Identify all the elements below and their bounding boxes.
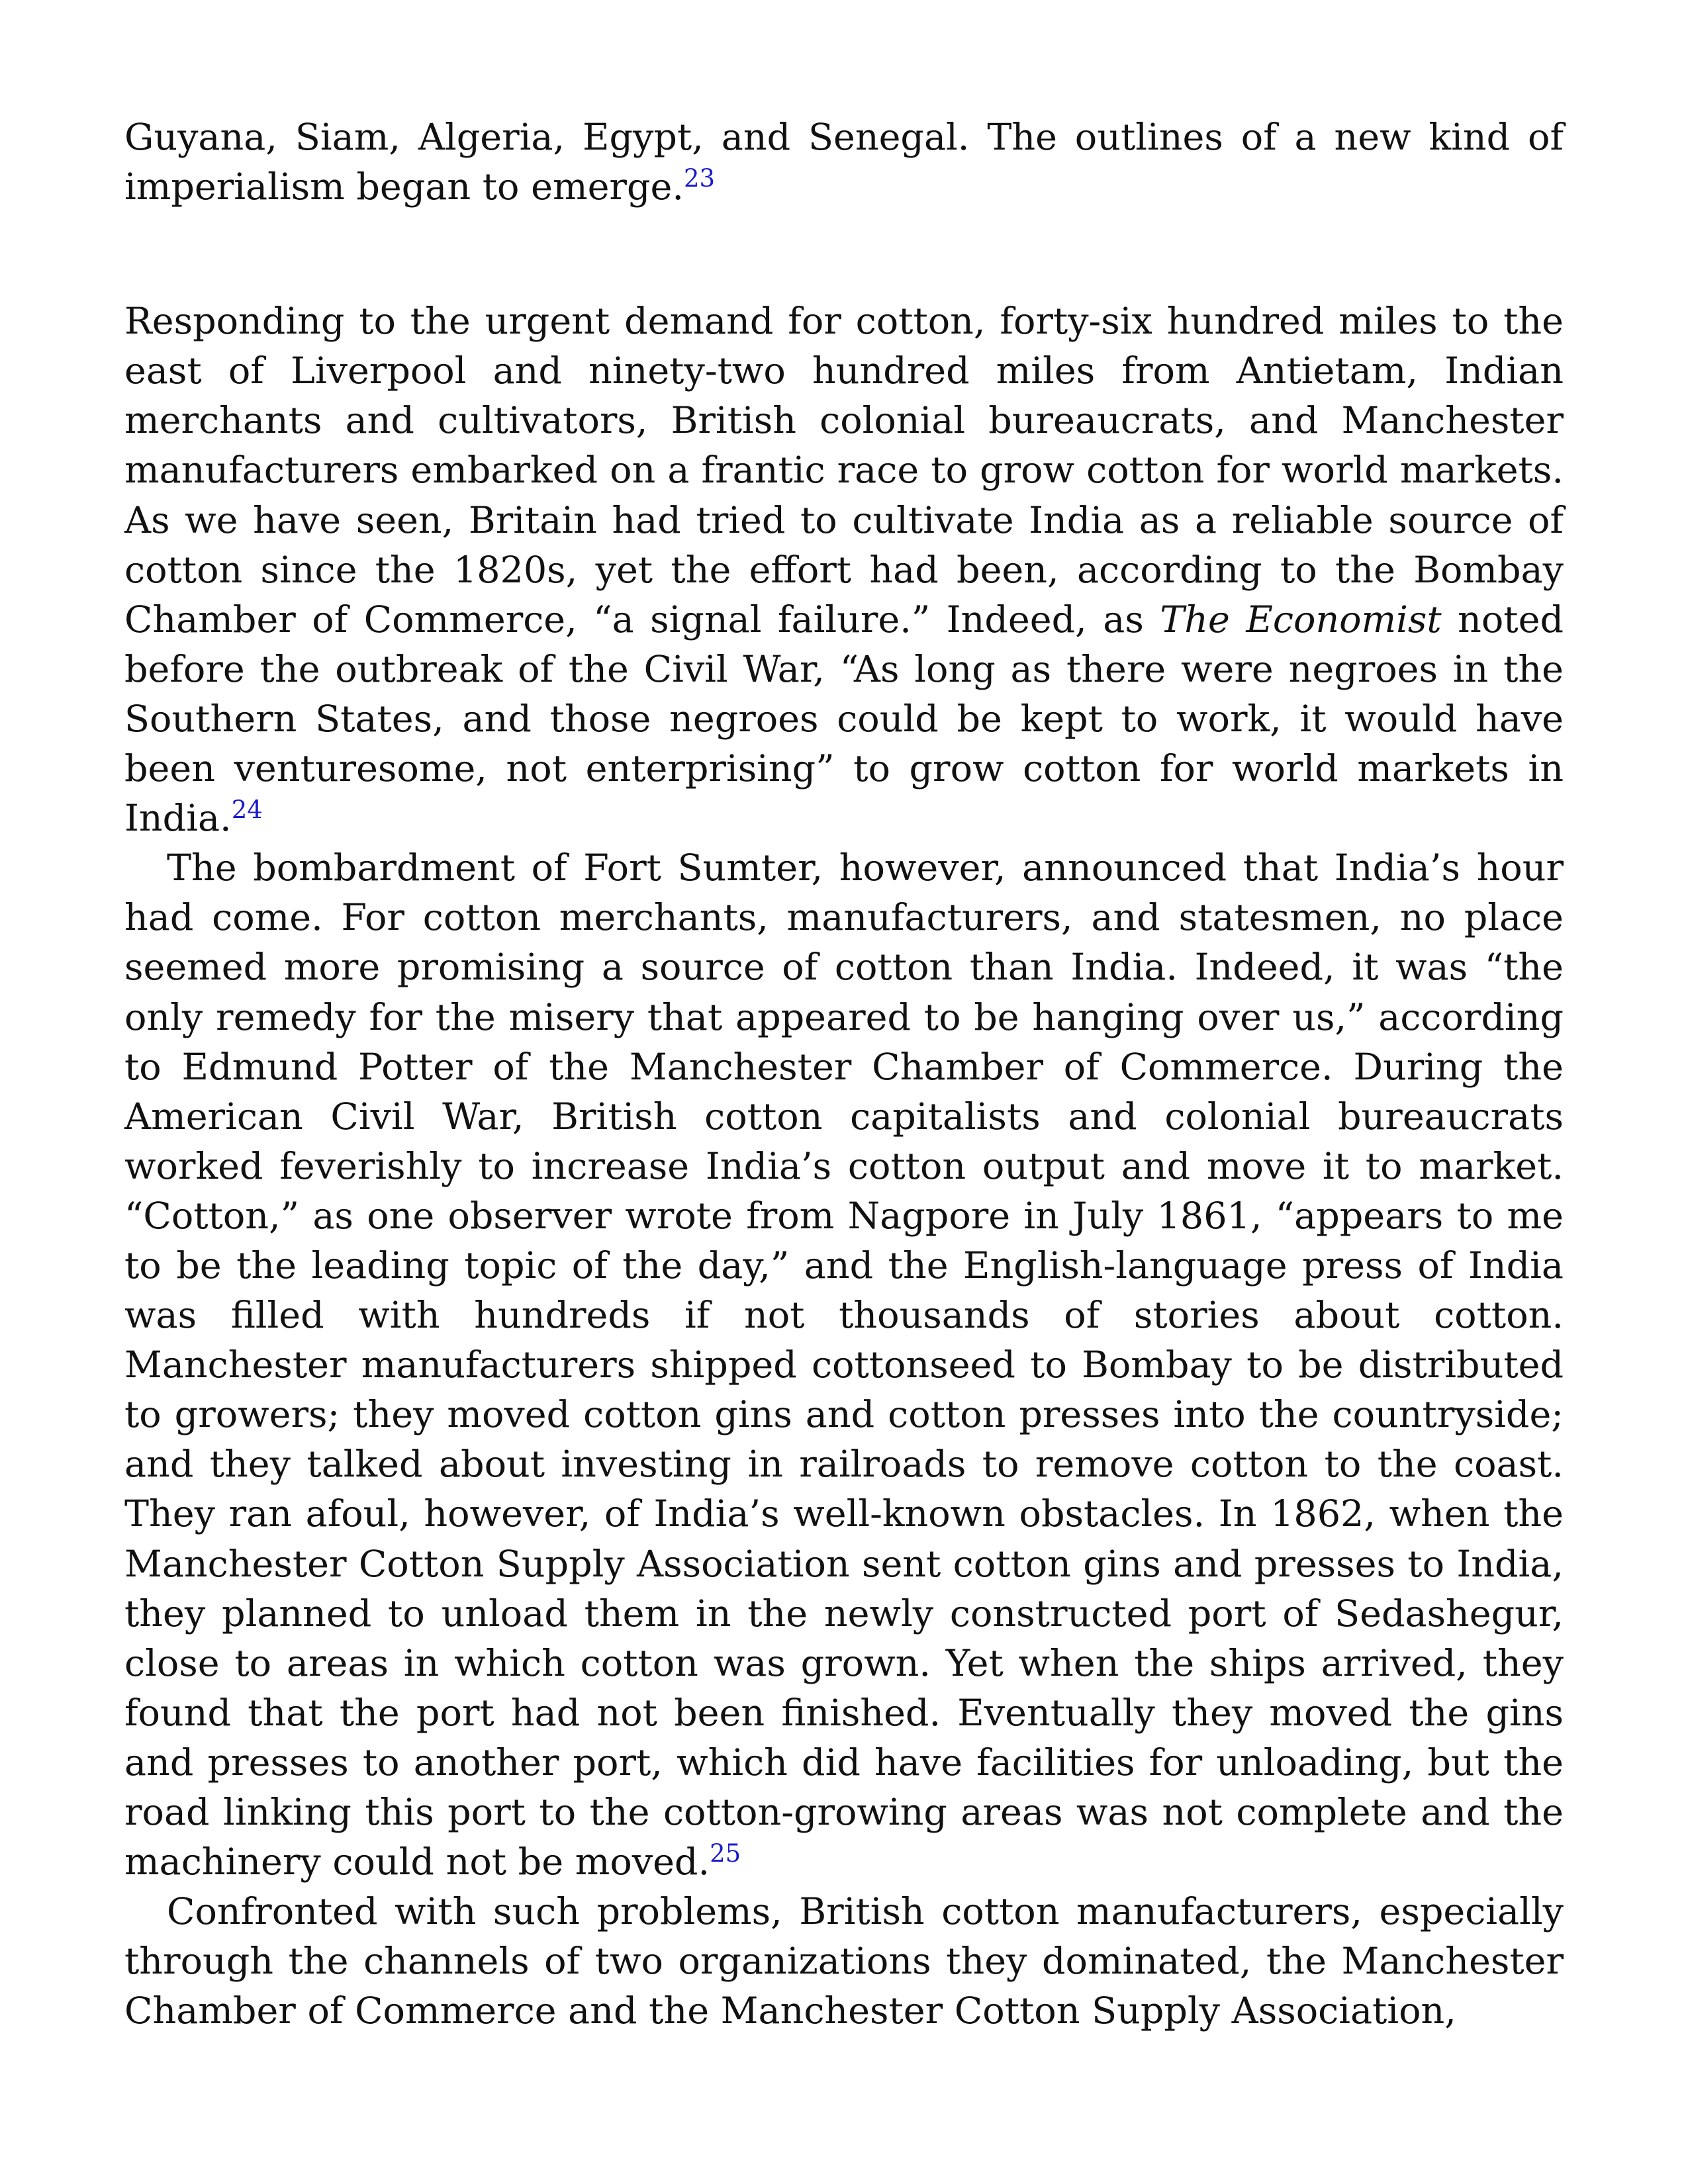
footnote-ref-23[interactable]: 23 xyxy=(683,164,716,193)
paragraph-2-text-a: Responding to the urgent demand for cotton, forty-six hundred miles to the east of Liverpool and ninety-two hundred miles from Antietam, Indian merchants and cultivators, British colonial bureaucrats, and Manchester manufacturers embarked on a frantic race to grow cotton for world markets. As we have seen, Britain had tried to cultivate India as a reliable source of cotton since the 1820s, yet the effort had been, according to the Bombay Chamber of Commerce, “a signal failure.” Indeed, as xyxy=(124,300,1564,641)
book-page xyxy=(124,113,1564,2036)
footnote-ref-25[interactable]: 25 xyxy=(710,1839,741,1868)
paragraph-4 xyxy=(124,1887,1564,2036)
paragraph-3-text: The bombardment of Fort Sumter, however, announced that India’s hour had come. For cotton merchants, manufacturers, and statesmen, no place seemed more promising a source of cotton than India. Indeed, it was “the only remedy for the misery that appeared to be hanging over us,” according to Edmund Potter of the Manchester Chamber of Commerce. During the American Civil War, British cotton capitalists and colonial bureaucrats worked feverishly to increase India’s cotton output and move it to market. “Cotton,” as one observer wrote from Nagpore in July 1861, “appears to me to be the leading topic of the day,” and the English-language press of India was filled with hundreds if not thousands of stories about cotton. Manchester manufacturers shipped cottonseed to Bombay to be distributed to growers; they moved cotton gins and cotton presses into the countryside; and they talked about investing in railroads to remove cotton to the coast. They ran afoul, however, of India’s well-known obstacles. In 1862, when the Manchester Cotton Supply Association sent cotton gins and presses to India, they planned to unload them in the newly constructed port of Sedashegur, close to areas in which cotton was grown. Yet when the ships arrived, they found that the port had not been finished. Eventually they moved the gins and presses to another port, which did have facilities for unloading, but the road linking this port to the cotton-growing areas was not complete and the machinery could not be moved. xyxy=(124,846,1564,1884)
paragraph-3 xyxy=(124,843,1564,1887)
paragraph-4-text: Confronted with such problems, British cotton manufacturers, especially through the channels of two organizations they dominated, the Manchester Chamber of Commerce and the Manchester Cotton Supply Association, xyxy=(124,1890,1564,2033)
italic-publication-title: The Economist xyxy=(1160,598,1442,641)
paragraph-1-text: Guyana, Siam, Algeria, Egypt, and Senegal. The outlines of a new kind of imperialism began to emerge. xyxy=(124,116,1564,209)
footnote-ref-24[interactable]: 24 xyxy=(231,796,263,825)
paragraph-1 xyxy=(124,113,1564,212)
section-break xyxy=(124,212,1564,296)
paragraph-2 xyxy=(124,296,1564,843)
paragraph-2-text-b: noted before the outbreak of the Civil War, “As long as there were negroes in the Southern States, and those negroes could be kept to work, it would have been venturesome, not enterprising” to grow cotton for world markets in India. xyxy=(124,598,1564,841)
